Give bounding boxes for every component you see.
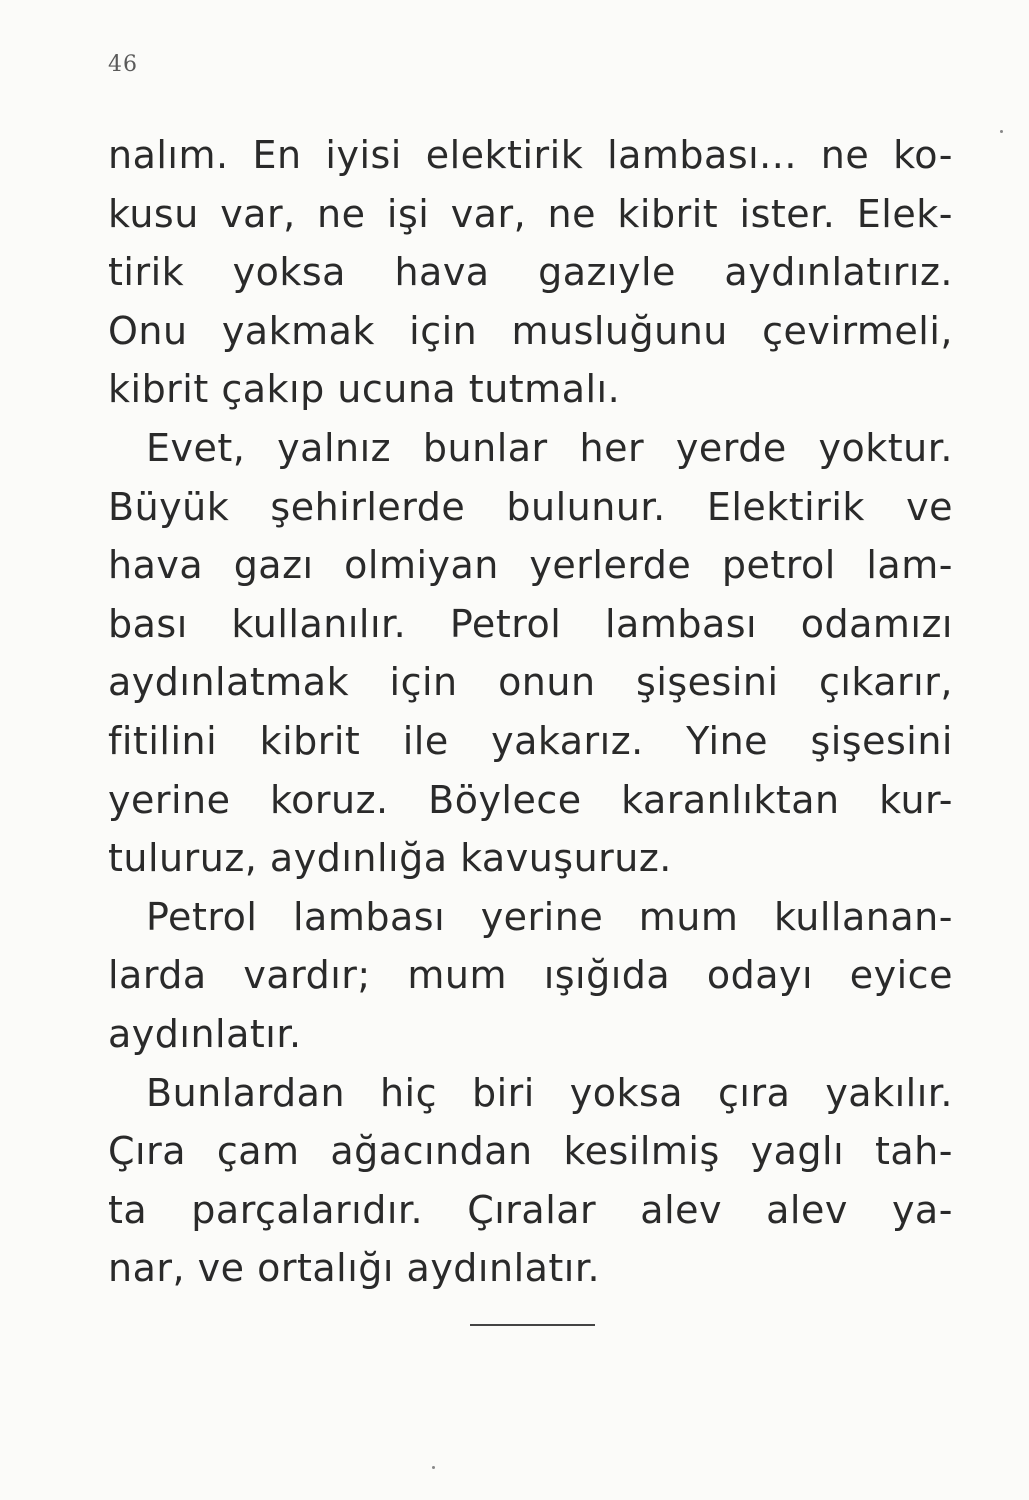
- word: yerde: [675, 425, 787, 470]
- text-line: [108, 1122, 953, 1181]
- word: ne: [820, 133, 870, 177]
- word: aydınlatırız.: [724, 250, 953, 295]
- text-line: nar, ve ortalığı aydınlatır.: [108, 1246, 601, 1291]
- word: ta: [108, 1187, 148, 1232]
- text-line: [108, 302, 953, 361]
- word: kullanan-: [773, 894, 953, 939]
- text-line: [108, 1064, 953, 1123]
- word: bulunur.: [506, 484, 666, 529]
- word: yerine: [108, 777, 231, 822]
- word: Elek-: [856, 191, 953, 236]
- word: lambası...: [607, 133, 797, 177]
- text-line: [108, 243, 953, 302]
- word: yoksa: [569, 1070, 684, 1115]
- word: çevirmeli,: [762, 308, 953, 353]
- word: Çıra: [108, 1129, 186, 1174]
- word: koruz.: [270, 777, 389, 822]
- word: şişesini: [636, 660, 779, 705]
- text-line: [108, 1181, 953, 1240]
- word: lam-: [866, 543, 953, 588]
- word: Evet,: [146, 425, 246, 470]
- word: ışığıda: [543, 953, 671, 998]
- word: Büyük: [108, 484, 230, 529]
- word: var,: [450, 191, 527, 236]
- word: ne: [317, 191, 366, 236]
- text-line: kibrit çakıp ucuna tutmalı.: [108, 367, 621, 412]
- word: ağacından: [330, 1129, 533, 1174]
- word: kullanılır.: [231, 601, 407, 646]
- word: Bunlardan: [146, 1070, 346, 1115]
- text-line: [108, 478, 953, 537]
- text-line: [108, 653, 953, 712]
- word: Petrol: [449, 601, 562, 646]
- body-text: [108, 126, 953, 1298]
- word: aydınlatmak: [108, 660, 350, 705]
- word: yakılır.: [825, 1070, 953, 1115]
- word: tirik: [108, 250, 185, 295]
- word: şişesini: [810, 718, 953, 763]
- word: çıra: [718, 1070, 791, 1115]
- word: Çıralar: [467, 1187, 597, 1232]
- word: mum: [638, 894, 739, 939]
- word: hiç: [379, 1070, 438, 1115]
- text-line: [108, 536, 953, 595]
- paper-speck: [432, 1466, 435, 1469]
- word: onun: [498, 660, 596, 705]
- word: şehirlerde: [270, 484, 466, 529]
- section-divider: [470, 1324, 595, 1326]
- word: ko-: [893, 133, 953, 177]
- word: tah-: [874, 1129, 953, 1174]
- paper-speck: [1000, 130, 1003, 133]
- word: karanlıktan: [621, 777, 840, 822]
- word: bunlar: [422, 425, 548, 470]
- word: hava: [394, 250, 490, 295]
- word: odayı: [706, 953, 814, 998]
- word: olmiyan: [344, 543, 499, 588]
- text-line: aydınlatır.: [108, 1011, 302, 1056]
- word: gazıyle: [538, 250, 676, 295]
- word: kibrit: [617, 191, 719, 236]
- word: ya-: [891, 1187, 953, 1232]
- text-line: [108, 185, 953, 244]
- word: biri: [471, 1070, 535, 1115]
- word: elektirik: [425, 133, 584, 177]
- word: işi: [386, 191, 430, 236]
- word: kibrit: [259, 718, 361, 763]
- word: iyisi: [325, 133, 402, 177]
- word: çam: [216, 1129, 300, 1174]
- word: yalnız: [277, 425, 392, 470]
- word: için: [409, 308, 478, 353]
- text-line: [108, 771, 953, 830]
- word: larda: [108, 953, 207, 998]
- word: kur-: [879, 777, 953, 822]
- word: fitilini: [108, 718, 218, 763]
- word: Yine: [686, 718, 769, 763]
- word: için: [389, 660, 458, 705]
- word: yoktur.: [818, 425, 953, 470]
- text-line: tuluruz, aydınlığa kavuşuruz.: [108, 836, 672, 881]
- word: kesilmiş: [563, 1129, 720, 1174]
- word: eyice: [849, 953, 953, 998]
- word: ne: [547, 191, 597, 236]
- word: ister.: [739, 191, 836, 236]
- word: yoksa: [232, 250, 346, 295]
- word: musluğunu: [511, 308, 728, 353]
- word: gazı: [233, 543, 314, 588]
- word: nalım.: [108, 133, 229, 177]
- page-number: 46: [108, 52, 138, 77]
- word: parçalarıdır.: [191, 1187, 424, 1232]
- word: Böylece: [428, 777, 582, 822]
- word: Petrol: [146, 894, 258, 939]
- word: yaglı: [750, 1129, 845, 1174]
- text-line: [108, 595, 953, 654]
- word: yakmak: [221, 308, 375, 353]
- word: lambası: [604, 601, 758, 646]
- text-line: [108, 712, 953, 771]
- word: Onu: [108, 308, 188, 353]
- word: ile: [402, 718, 449, 763]
- word: yerlerde: [529, 543, 692, 588]
- word: bası: [108, 601, 188, 646]
- word: çıkarır,: [818, 660, 953, 705]
- word: Elektirik: [706, 484, 865, 529]
- word: alev: [640, 1187, 722, 1232]
- text-line: [108, 419, 953, 478]
- word: lambası: [293, 894, 446, 939]
- word: petrol: [721, 543, 836, 588]
- word: ve: [906, 484, 953, 529]
- word: yakarız.: [491, 718, 644, 763]
- text-line: [108, 126, 953, 185]
- word: vardır;: [243, 953, 371, 998]
- word: hava: [108, 543, 204, 588]
- word: alev: [766, 1187, 848, 1232]
- text-line: [108, 946, 953, 1005]
- word: her: [579, 425, 645, 470]
- word: kusu: [108, 191, 199, 236]
- word: mum: [407, 953, 508, 998]
- word: En: [252, 133, 302, 177]
- word: yerine: [480, 894, 604, 939]
- text-line: [108, 888, 953, 947]
- word: var,: [220, 191, 296, 236]
- word: odamızı: [800, 601, 953, 646]
